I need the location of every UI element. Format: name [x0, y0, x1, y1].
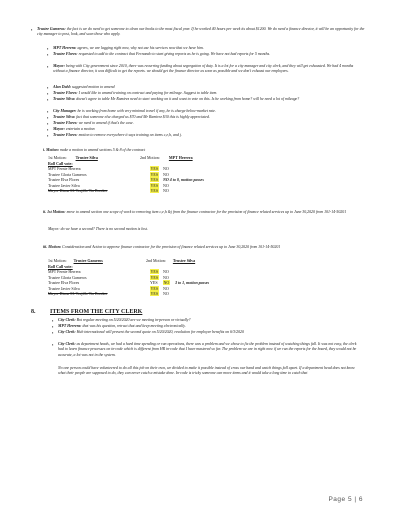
speaker-name: Trustee Flores: — [53, 91, 78, 95]
bullet-text: fact that someone else charged us $70 and Mr Ramirez $30 this is highly appreciated. — [76, 115, 210, 119]
clerk-bullet-4 — [58, 342, 363, 358]
bullet-text: we need to amend if that's the case. — [78, 121, 134, 125]
speaker-name: Trustee Flores: — [53, 133, 78, 137]
second-motion-name: MPT Herrera — [168, 155, 193, 160]
bullet-text: doesn't agree to table Mr Ramirez need to start working on it and want to vote on this. Is he working from home? will he need a lot of mileage? — [76, 97, 300, 101]
motion-1-label: i. Motion: — [43, 148, 59, 152]
vote-yes: YES — [150, 280, 158, 285]
speaker-name: Trustee Flores: — [53, 52, 78, 56]
speaker-name: City Clerk: — [58, 318, 76, 322]
vote-no: NO — [163, 171, 169, 177]
voter-name: Trustee Gloria Gameros — [48, 171, 87, 177]
vote-no: NO — [163, 269, 169, 274]
motion-2 — [43, 210, 365, 215]
speaker-name: Trustee Silva: — [53, 97, 76, 101]
motion-3-second — [146, 258, 195, 263]
vote-no: NO — [163, 182, 169, 188]
bullet-text: the fact is we do need to get someone to clean our books to the most fiscal year. If he worked 40 hours per week its about $1200. We do need a finance director, it will be an opportunity for the city manager to post, look, and scan those who apply. — [37, 27, 365, 37]
speaker-name: Alan Dahl: — [53, 85, 72, 89]
motion-2-mayor: Mayor: do we have a second? There is no second motion is lost. — [48, 227, 148, 231]
motion-3-label: iii. Motion: — [43, 245, 62, 249]
speaker-name: City Manager: — [53, 109, 77, 113]
clerk-bullet-3 — [58, 330, 363, 335]
bullet-mayor-1 — [53, 64, 363, 75]
page-number: Page 5 | 6 — [328, 496, 363, 503]
motion-3-first — [48, 258, 103, 263]
bullet-text: I would like to amend training on contract and paying for mileage. Suggest to table item. — [78, 91, 218, 95]
bullet-text: that was his question, retract that and keep meeting electronically. — [82, 324, 186, 328]
voter-name: Mayor Diana M. Trujillo Tia Breaker — [48, 188, 108, 193]
speaker-name: MPT Herrera: — [53, 46, 77, 50]
speaker-name: Trustee Gameros: — [37, 27, 66, 31]
first-motion-label: 1st Motion: — [48, 155, 67, 160]
bullet-text: suggested motion to amend — [72, 85, 115, 89]
bullet-flores-2 — [53, 91, 363, 96]
second-motion-label: 2nd Motion: — [146, 258, 166, 263]
motion-1-second — [140, 155, 193, 160]
bullet-text: entertain a motion — [65, 127, 95, 131]
vote-no: NO — [163, 285, 169, 291]
speaker-name: Mayor: — [53, 127, 65, 131]
speaker-name: Mayor: — [53, 64, 65, 68]
bullet-gameros — [37, 27, 367, 38]
vote-no: NO — [163, 166, 169, 171]
bullet-flores-3 — [53, 121, 363, 126]
clerk-paragraph — [58, 366, 363, 377]
motion-3 — [43, 245, 365, 250]
bullet-text: No one person could have volunteered to do all this job on their own, we divided to make it possible instead of cross our hand and watch things fall apart. If a department head does not know what their people are supposed to do, they can never catch a mistake done. In-code is tricky someone can move items and it would take a long time to catch that — [58, 366, 355, 376]
vote-result: 3 to 1, motion passes — [175, 280, 210, 285]
bullet-text: being with City government since 2010, there was recurring funding about segregation of duty. It is a lot for a city manager and city clerk, and they will get exhausted. We had 4 months without a finance director, it was difficult to get the reports. we should get the finance director as soon as possible and we don't exhaust our employees. — [53, 64, 354, 74]
voter-name: Mayor Diana M. Trujillo Tia Breaker — [48, 291, 108, 296]
first-motion-name: Trustee Silva — [75, 155, 98, 160]
roll-call-1: Roll Call vote: — [48, 161, 73, 166]
bullet-herrera — [53, 46, 363, 51]
bullet-city-manager — [53, 109, 363, 114]
vote-no: NO — [163, 280, 170, 285]
vote-no: NO — [163, 274, 169, 280]
roll-call-3: Roll Call vote: — [48, 264, 73, 269]
voter-name: MPT Fernie Herrera — [48, 166, 81, 171]
section-8-title: ITEMS FROM THE CITY CLERK — [50, 309, 143, 315]
second-motion-name: Trustee Silva — [172, 258, 196, 263]
speaker-name: Trustee Flores: — [53, 121, 78, 125]
voter-name: MPT Fernie Herrera — [48, 269, 81, 274]
vote-yes: YES — [150, 274, 159, 280]
vote-no: NO — [163, 188, 169, 193]
speaker-name: City Clerk: — [58, 330, 76, 334]
second-motion-label: 2nd Motion: — [140, 155, 160, 160]
bullet-text: Hub international will present the second quote on 5/20/2020, resolution for employee benefits on 6/3/2020 — [76, 330, 244, 334]
vote-table-3 — [48, 269, 248, 299]
vote-yes: YES — [150, 269, 159, 274]
bullet-mayor-2 — [53, 127, 363, 132]
first-motion-label: 1st Motion: — [48, 258, 67, 263]
section-8-number: 8. — [31, 309, 36, 315]
bullet-text: he is working from home with very minimal travel if any, he is charge below-market rate. — [77, 109, 217, 113]
speaker-name: City Clerk: — [58, 342, 76, 346]
vote-yes: YES — [150, 182, 159, 188]
voter-name: Trustee Javier Silva — [48, 182, 80, 188]
speaker-name: MPT Herrera: — [58, 324, 82, 328]
bullet-text: requested to add to the contract that Fernando to start giving reports as he is going. We have not had reports for 5 months. — [78, 52, 271, 56]
bullet-silva-2 — [53, 115, 363, 120]
vote-yes: YES — [150, 171, 159, 177]
vote-yes: YES — [150, 188, 159, 193]
motion-2-text: move to amend section one scope of work to removing item c,e,h &j from the finance contractor for the provision of finance related services up to June 30,2020 from 101-14-50201 — [66, 210, 347, 214]
voter-name: Trustee Gloria Gameros — [48, 274, 87, 280]
bullet-text: Bot regular meeting on 5/20/2020 are we meeting in-person or virtually? — [76, 318, 191, 322]
vote-yes: YES — [150, 291, 159, 296]
bullet-text: as department heads, we had a hard time spending or run operations, there was a problem and we chose to fix the problem instead of watching things fall. It was not easy, the clerk had to learn finance processes on in-code which is different from HR in-code that I have mastered so far. The problem we are in right now if we run the reports for the board, they would not be accurate, a lot was not in the system. — [58, 342, 357, 357]
first-motion-name: Trustee Gameros — [73, 258, 103, 263]
voter-name: Trustee Elva Flores — [48, 280, 80, 285]
motion-3-text: Consideration and Action to approve finance contractor for the provision of finance related services up to June 30,2020 from 101-14-50201 — [62, 245, 281, 249]
bullet-silva-1 — [53, 97, 363, 102]
motion-1 — [43, 148, 363, 153]
vote-yes: YES — [150, 177, 159, 182]
speaker-name: Trustee Silva: — [53, 115, 76, 119]
vote-yes: YES — [150, 166, 159, 171]
vote-no: NO — [163, 291, 169, 296]
vote-result: NO 4 to 0, motion passes — [163, 177, 204, 182]
clerk-bullet-2 — [58, 324, 363, 329]
voter-name: Trustee Elva Flores — [48, 177, 80, 182]
motion-1-first — [48, 155, 98, 160]
bullet-text: motion to remove everywhere it says training on items c,e,h, and j. — [78, 133, 182, 137]
bullet-flores-1 — [53, 52, 363, 57]
motion-1-text: make a motion to amend sections 5 & 8 of the contract — [59, 148, 146, 152]
bullet-flores-4 — [53, 133, 363, 138]
bullet-dahl — [53, 85, 363, 90]
voter-name: Trustee Javier Silva — [48, 285, 80, 291]
vote-table-1 — [48, 166, 248, 196]
clerk-bullet-1 — [58, 318, 363, 323]
vote-yes: YES — [150, 285, 159, 291]
motion-2-label: ii. 1st Motion: — [43, 210, 66, 214]
bullet-text: agrees, we are lagging right now, why not use his services now that we have him. — [77, 46, 204, 50]
